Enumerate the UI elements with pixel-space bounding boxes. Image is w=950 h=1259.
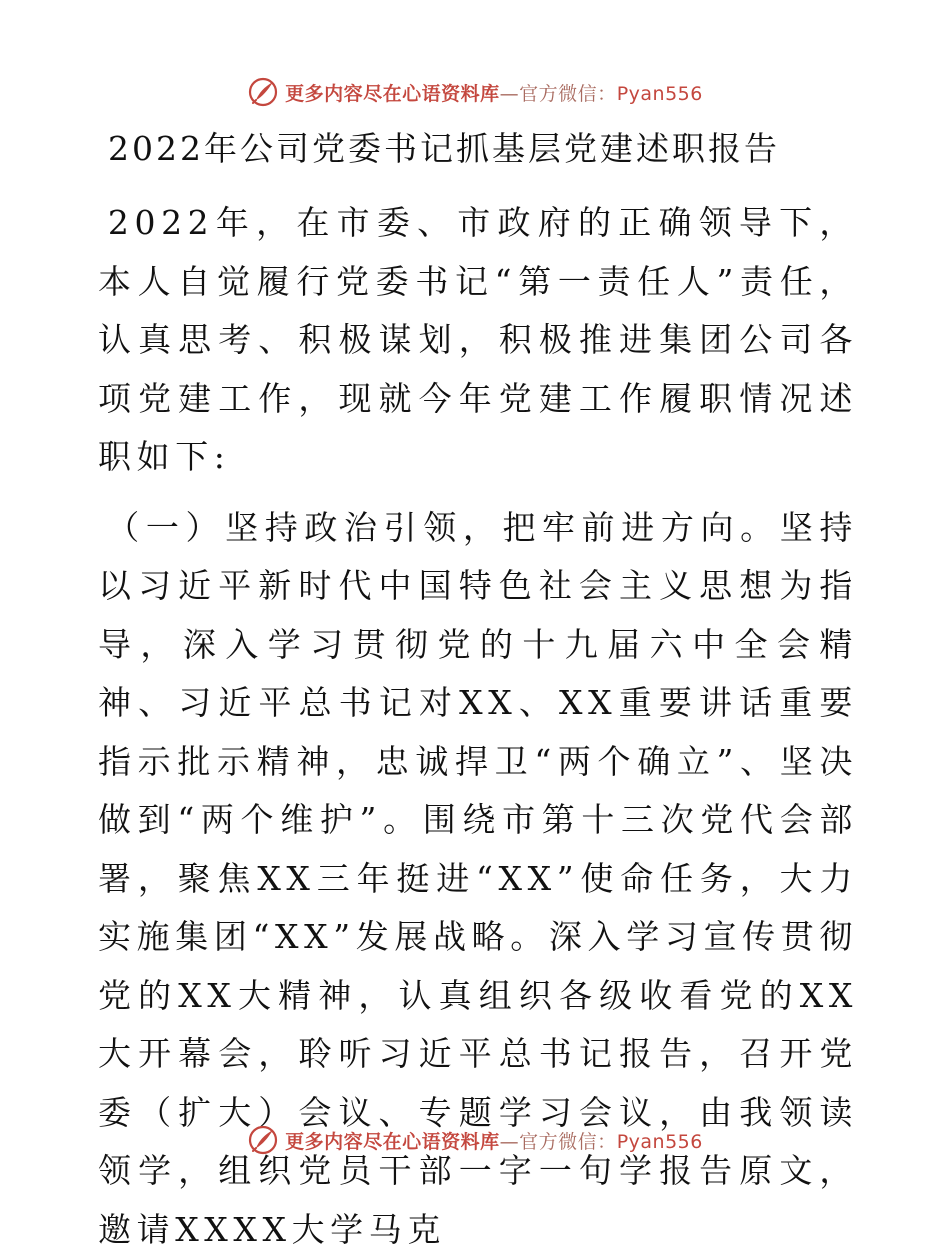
watermark-wechat-id: Pyan556 — [617, 83, 703, 105]
paragraph-section-1: （一）坚持政治引领，把牢前进方向。坚持以习近平新时代中国特色社会主义思想为指导，深入学习贯彻党的十九届六中全会精神、习近平总书记对XX、XX重要讲话重要指示批示精神，忠诚捍卫“两个确立”、坚决做到“两个维护”。围绕市第十三次党代会部署，聚焦XX三年挺进“XX”使命任务，大力实施集团“XX”发展战略。深入学习宣传贯彻党的XX大精神，认真组织各级收看党的XX大开幕会，聆听习近平总书记报告，召开党委（扩大）会议、专题学习会议，由我领读领学，组织党员干部一字一句学报告原文，邀请XXXX大学马克 — [98, 499, 858, 1259]
watermark-header — [0, 72, 950, 112]
watermark-dash: — — [500, 83, 520, 105]
watermark-text — [285, 79, 703, 106]
watermark-brand: 更多内容尽在心语资料库 — [285, 1131, 500, 1153]
watermark-official-label: 官方微信： — [519, 1131, 617, 1153]
watermark-dash: — — [500, 1131, 520, 1153]
document-title: 2022年公司党委书记抓基层党建述职报告 — [108, 116, 858, 182]
quill-pen-logo-icon — [247, 76, 279, 108]
watermark-text — [285, 1127, 703, 1154]
watermark-footer — [0, 1120, 950, 1160]
quill-pen-logo-icon — [247, 1124, 279, 1156]
paragraph-intro: 2022年，在市委、市政府的正确领导下，本人自觉履行党委书记“第一责任人”责任，认真思考、积极谋划，积极推进集团公司各项党建工作，现就今年党建工作履职情况述职如下: — [98, 194, 858, 487]
watermark-wechat-id: Pyan556 — [617, 1131, 703, 1153]
document-body — [98, 116, 858, 1259]
watermark-official-label: 官方微信： — [519, 83, 617, 105]
watermark-brand: 更多内容尽在心语资料库 — [285, 83, 500, 105]
